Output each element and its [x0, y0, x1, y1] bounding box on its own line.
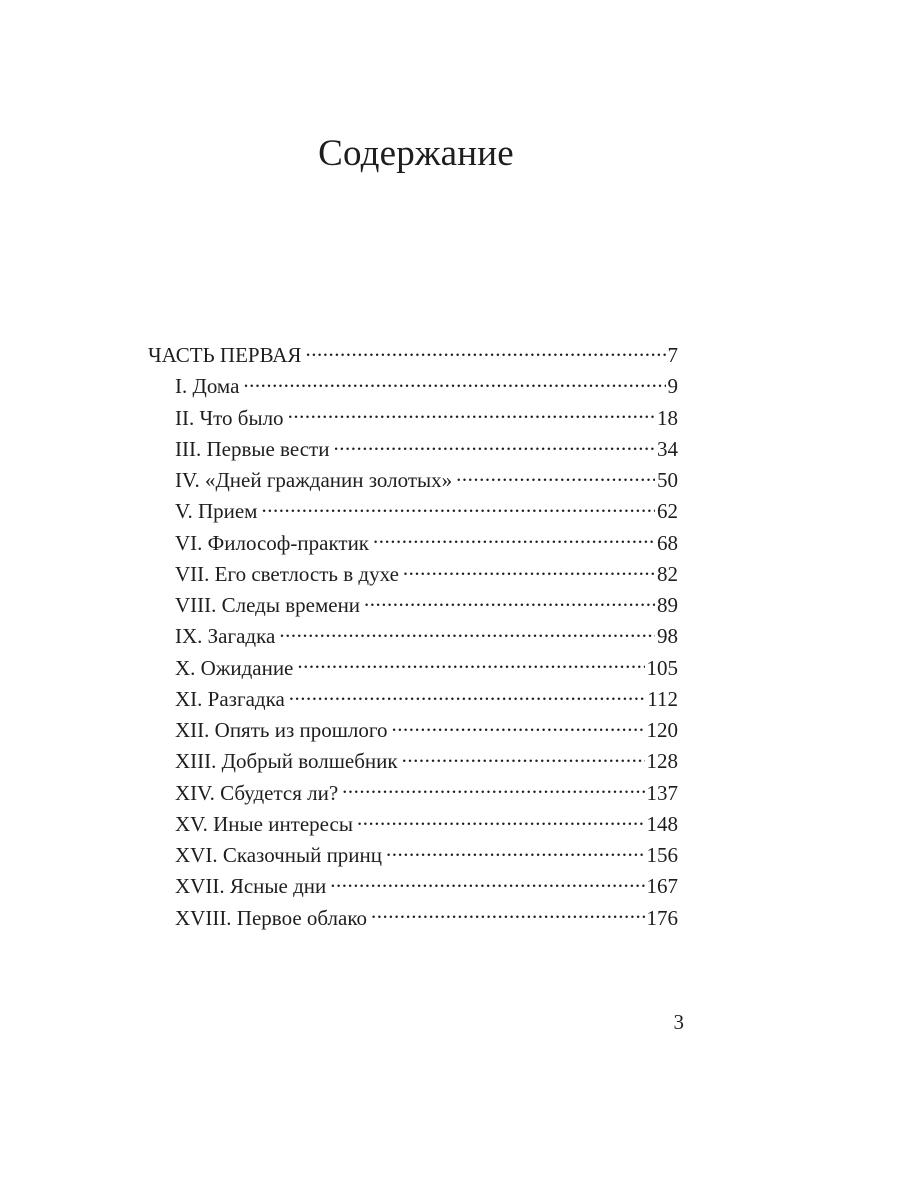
dot-leader	[371, 904, 645, 925]
toc-entry-label: ЧАСТЬ ПЕРВАЯ	[148, 343, 302, 367]
toc-chapter-entry[interactable]	[148, 528, 678, 559]
toc-chapter-entry[interactable]	[148, 684, 678, 715]
toc-chapter-entry[interactable]	[148, 496, 678, 527]
toc-entry-page: 148	[646, 811, 678, 836]
toc-part-entry[interactable]	[148, 340, 678, 371]
toc-entry-label: XV. Иные интересы	[175, 811, 353, 836]
toc-entry-page: 176	[646, 905, 678, 930]
toc-entry-page: 50	[657, 468, 678, 492]
toc-chapter-entry[interactable]	[148, 434, 678, 465]
toc-chapter-entry[interactable]	[148, 403, 678, 434]
toc-entry-page: 137	[646, 780, 678, 805]
toc-chapter-entry[interactable]	[148, 871, 678, 902]
dot-leader	[357, 810, 645, 831]
dot-leader	[342, 779, 644, 800]
toc-chapter-entry[interactable]	[148, 746, 678, 777]
toc-entry-page: 128	[646, 749, 678, 774]
dot-leader	[297, 654, 644, 675]
dot-leader	[243, 372, 665, 393]
toc-entry-page: 98	[657, 624, 678, 649]
toc-entry-page: 105	[646, 655, 678, 680]
toc-chapter-entry[interactable]	[148, 559, 678, 590]
toc-entry-page: 89	[657, 593, 678, 617]
toc-entry-label: IV. «Дней гражданин золотых»	[175, 468, 453, 492]
toc-entry-label: XVIII. Первое облако	[175, 905, 367, 930]
dot-leader	[289, 685, 645, 706]
toc-entry-page: 7	[667, 343, 678, 367]
toc-entry-page: 156	[646, 843, 678, 867]
toc-entry-label: VII. Его светлость в духе	[175, 561, 399, 586]
dot-leader	[373, 529, 655, 550]
toc-entry-page: 68	[657, 530, 678, 555]
dot-leader	[330, 872, 644, 893]
toc-entry-label: VIII. Следы времени	[175, 593, 361, 617]
table-of-contents	[148, 340, 678, 934]
toc-entry-page: 62	[657, 499, 678, 524]
toc-chapter-entry[interactable]	[148, 653, 678, 684]
toc-entry-page: 112	[647, 686, 678, 711]
page-number: 3	[673, 1010, 684, 1034]
toc-entry-label: X. Ожидание	[175, 655, 294, 680]
toc-entry-page: 18	[657, 405, 678, 430]
toc-chapter-entry[interactable]	[148, 590, 678, 621]
toc-entry-label: VI. Философ-практик	[175, 530, 370, 555]
toc-entry-label: XI. Разгадка	[175, 686, 285, 711]
toc-chapter-entry[interactable]	[148, 715, 678, 746]
toc-entry-page: 82	[657, 561, 678, 586]
dot-leader	[333, 435, 655, 456]
toc-entry-page: 167	[646, 874, 678, 899]
toc-entry-label: IX. Загадка	[175, 624, 276, 649]
dot-leader	[386, 841, 644, 862]
dot-leader	[403, 560, 655, 581]
toc-entry-label: II. Что было	[175, 405, 284, 430]
toc-entry-label: V. Прием	[175, 499, 258, 524]
toc-entry-label: XII. Опять из прошлого	[175, 718, 388, 742]
dot-leader	[364, 591, 655, 612]
dot-leader	[456, 466, 655, 487]
toc-entry-page: 34	[657, 436, 678, 461]
toc-entry-page: 120	[646, 718, 678, 742]
toc-chapter-entry[interactable]	[148, 809, 678, 840]
dot-leader	[279, 622, 655, 643]
dot-leader	[288, 404, 655, 425]
toc-entry-label: III. Первые вести	[175, 436, 330, 461]
toc-entry-label: XVI. Сказочный принц	[175, 843, 383, 867]
toc-chapter-entry[interactable]	[148, 840, 678, 871]
page-title: Содержание	[318, 133, 514, 174]
toc-chapter-entry[interactable]	[148, 778, 678, 809]
toc-entry-label: I. Дома	[175, 374, 240, 399]
toc-entry-label: XIII. Добрый волшебник	[175, 749, 398, 774]
toc-chapter-entry[interactable]	[148, 903, 678, 934]
toc-chapter-entry[interactable]	[148, 621, 678, 652]
dot-leader	[305, 341, 665, 362]
toc-entry-page: 9	[667, 374, 678, 399]
toc-chapter-entry[interactable]	[148, 465, 678, 496]
toc-chapter-list	[148, 371, 678, 934]
dot-leader	[391, 716, 644, 737]
dot-leader	[261, 497, 655, 518]
toc-chapter-entry[interactable]	[148, 371, 678, 402]
toc-entry-label: XIV. Сбудется ли?	[175, 780, 339, 805]
dot-leader	[402, 747, 645, 768]
toc-entry-label: XVII. Ясные дни	[175, 874, 327, 899]
